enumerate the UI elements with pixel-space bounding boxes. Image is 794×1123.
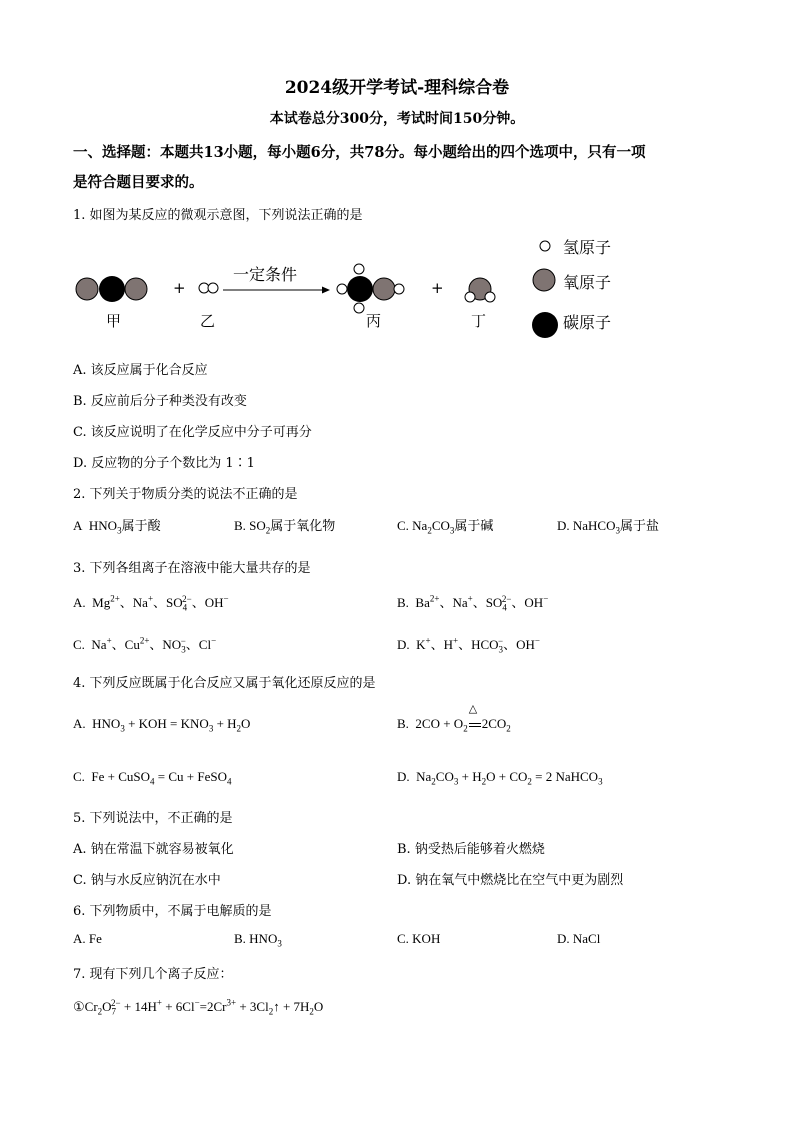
label-bing: 丙	[366, 312, 382, 330]
legend-hydrogen: 氢原子	[563, 238, 612, 257]
q3-option-c[interactable]: C. Na+、$Cu^{2+}$、$NO_3^-$、Cl−	[73, 635, 217, 655]
question-3-stem: 3. 下列各组离子在溶液中能大量共存的是	[73, 561, 311, 576]
q6-option-c[interactable]: C. KOH	[397, 931, 441, 946]
section-heading-line2: 是符合题目要求的。	[73, 174, 204, 191]
q1-option-b[interactable]: B. 反应前后分子种类没有改变	[73, 394, 247, 409]
legend-carbon: 碳原子	[563, 313, 612, 332]
legend-hydrogen-swatch	[540, 241, 550, 251]
q4-option-b[interactable]: B. $2CO + O_2$ △ $2CO_2$	[397, 703, 511, 734]
reaction-condition: 一定条件	[233, 265, 298, 284]
molecule-ding	[465, 278, 495, 302]
legend-oxygen-swatch	[533, 269, 555, 291]
molecule-jia	[76, 276, 147, 302]
reaction-arrow-head	[322, 287, 330, 294]
q6-option-a[interactable]: A. Fe	[73, 931, 102, 946]
molecule-yi	[199, 283, 218, 293]
q6-option-b[interactable]: B. $HNO_3$	[234, 931, 282, 949]
question-5-stem: 5. 下列说法中，不正确的是	[73, 811, 233, 826]
q5-option-c[interactable]: C. 钠与水反应钠沉在水中	[73, 873, 221, 888]
q5-option-d[interactable]: D. 钠在氧气中燃烧比在空气中更为剧烈	[397, 873, 624, 888]
q1-option-c[interactable]: C. 该反应说明了在化学反应中分子可再分	[73, 425, 312, 440]
legend-oxygen: 氧原子	[563, 273, 612, 292]
plus-sign-2: +	[431, 279, 444, 297]
section-heading-line1: 一、选择题：本题共13小题，每小题6分，共78分。每小题给出的四个选项中，只有一项	[73, 144, 646, 161]
q5-option-b[interactable]: B. 钠受热后能够着火燃烧	[397, 842, 545, 857]
molecule-bing	[337, 264, 404, 313]
legend-carbon-swatch	[532, 312, 558, 338]
q2-option-c[interactable]: C. $Na_2CO_3$属于碱	[397, 518, 494, 536]
q3-option-d[interactable]: D. K+、H+、$HCO_3^-$、OH−	[397, 635, 540, 655]
label-jia: 甲	[106, 312, 122, 330]
q2-option-a[interactable]: A $HNO_3$属于酸	[73, 518, 161, 536]
heat-symbol: △	[468, 703, 478, 715]
q7-reaction-1: $①Cr_2O_7^{2-} + 14H^+ + 6Cl^-=2Cr^{3+}$ + $3Cl_2↑ + 7H_2O$	[73, 997, 324, 1017]
q4-option-c[interactable]: C. Fe + CuSO$_4$ = Cu + FeSO$_4$	[73, 769, 232, 787]
q4-option-a[interactable]: A. $HNO_3$ + KOH = $KNO_3 + H_2O$	[73, 716, 251, 734]
question-6-stem: 6. 下列物质中，不属于电解质的是	[73, 904, 272, 919]
q3-option-a[interactable]: A. $Mg^{2+}$、Na+、$SO_4^{2-}$、OH−	[73, 593, 229, 613]
exam-subtitle: 本试卷总分300分，考试时间150分钟。	[269, 111, 525, 127]
q2-option-b[interactable]: B. $SO_2$属于氧化物	[234, 518, 336, 536]
reaction-diagram	[60, 228, 680, 343]
q4-option-d[interactable]: D. $Na_2CO_3 + H_2O + CO_2 = 2$ NaHCO$_3$	[397, 769, 603, 787]
q1-option-a[interactable]: A. 该反应属于化合反应	[73, 363, 208, 378]
plus-sign-1: +	[173, 279, 186, 297]
q1-option-d[interactable]: D. 反应物的分子个数比为 1∶1	[73, 456, 255, 471]
question-2-stem: 2. 下列关于物质分类的说法不正确的是	[73, 487, 298, 502]
q6-option-d[interactable]: D. NaCl	[557, 931, 601, 946]
question-1-stem: 1. 如图为某反应的微观示意图，下列说法正确的是	[73, 208, 363, 223]
q2-option-d[interactable]: D. NaHCO$_3$属于盐	[557, 518, 660, 536]
label-yi: 乙	[200, 312, 216, 330]
label-ding: 丁	[471, 312, 487, 330]
page-title: 2024级开学考试-理科综合卷	[284, 78, 510, 98]
question-4-stem: 4. 下列反应既属于化合反应又属于氧化还原反应的是	[73, 676, 376, 691]
question-7-stem: 7. 现有下列几个离子反应：	[73, 967, 233, 982]
q5-option-a[interactable]: A. 钠在常温下就容易被氧化	[73, 842, 234, 857]
q3-option-b[interactable]: B. $Ba^{2+}$、Na+、$SO_4^{2-}$、OH−	[397, 593, 549, 613]
